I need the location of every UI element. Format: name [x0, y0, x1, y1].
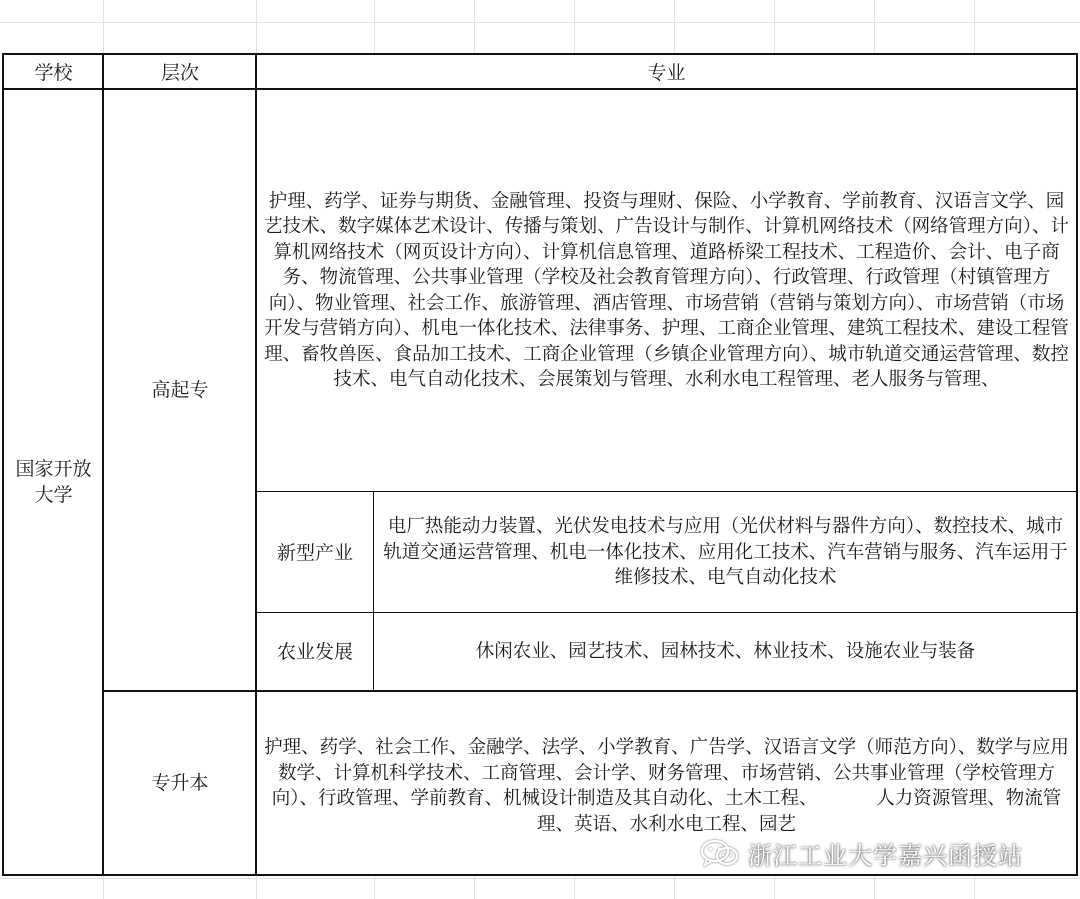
level-zhuanshengben-label: 专升本: [151, 772, 209, 794]
wechat-icon: [700, 838, 740, 868]
sub-label-xinxing: [256, 492, 374, 613]
school-cell: [3, 89, 104, 875]
sub-label-nongye-text: 农业发展: [276, 641, 353, 663]
sub-label-nongye: [256, 613, 374, 691]
level-gaoqizhuan: [104, 89, 256, 691]
header-school-label: 学校: [34, 62, 73, 84]
watermark: [700, 836, 1023, 870]
sub-label-xinxing-text: 新型产业: [276, 541, 353, 564]
majors-xinxing: [374, 492, 1077, 613]
majors-nongye-text: 休闲农业、园艺技术、园林技术、林业技术、设施农业与装备: [475, 641, 976, 663]
header-level-label: 层次: [160, 62, 199, 84]
school-name: 国家开放大学: [15, 458, 92, 506]
header-major-label: 专业: [647, 62, 686, 84]
majors-nongye: [374, 613, 1077, 691]
majors-zhuanshengben-text: 护理、药学、社会工作、金融学、法学、小学教育、广告学、汉语言文学（师范方向）、数学与应用数学、计算机科学技术、工商管理、会计学、财务管理、市场营销、公共事业管理（学校管理方向）、行政管理、学前教育、机械设计制造及其自动化、土木工程、 人力资源管理、物流管理、英语、水利水电工程、园艺: [264, 737, 1069, 835]
header-major: [256, 54, 1077, 89]
level-gaoqizhuan-label: 高起专: [151, 379, 209, 401]
majors-gaoqizhuan: [256, 89, 1077, 492]
header-level: [104, 54, 256, 89]
watermark-text: 浙江工业大学嘉兴函授站: [748, 841, 1023, 870]
header-school: [3, 54, 104, 89]
level-zhuanshengben: [104, 691, 256, 875]
majors-xinxing-text: 电厂热能动力装置、光伏发电技术与应用（光伏材料与器件方向）、数控技术、城市轨道交通运营管理、机电一体化技术、应用化工技术、汽车营销与服务、汽车运用于维修技术、电气自动化技术: [383, 516, 1068, 589]
majors-gaoqizhuan-text: 护理、药学、证券与期货、金融管理、投资与理财、保险、小学教育、学前教育、汉语言文学、园艺技术、数字媒体艺术设计、传播与策划、广告设计与制作、计算机网络技术（网络管理方向）、计算机网络技术（网页设计方向）、计算机信息管理、道路桥梁工程技术、工程造价、会计、电子商务、物流管理、公共事业管理（学校及社会教育管理方向）、行政管理、行政管理（村镇管理方向）、物业管理、社会工作、旅游管理、酒店管理、市场营销（营销与策划方向）、市场营销（市场开发与营销方向）、机电一体化技术、法律事务、护理、工商企业管理、建筑工程技术、建设工程管理、畜牧兽医、食品加工技术、工商企业管理（乡镇企业管理方向）、城市轨道交通运营管理、数控技术、电气自动化技术、会展策划与管理、水利水电工程管理、老人服务与管理、: [264, 190, 1069, 390]
